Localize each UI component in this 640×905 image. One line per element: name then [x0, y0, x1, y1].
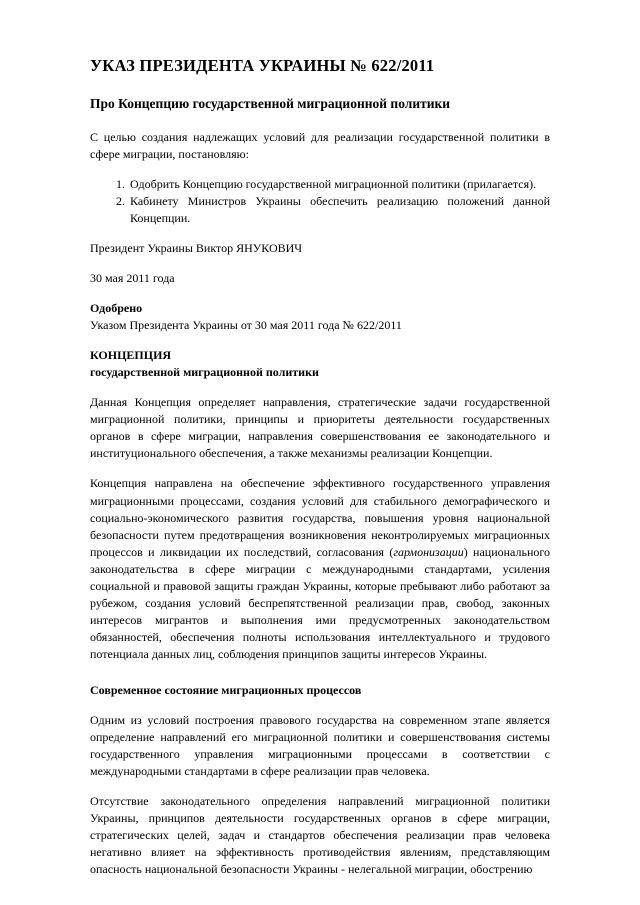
- paragraph-concept-aims: [90, 475, 550, 662]
- approval-block: [90, 300, 550, 334]
- decree-list: [112, 176, 550, 227]
- paragraph-modern-state-1: Одним из условий построения правового государства на современном этапе является определение направлений его миграционной политики и совершенствования системы государственного управления миграционными процессами в соответствии с международными стандартами в сфере реализации прав человека.: [90, 712, 550, 778]
- paragraph-text-before-term: Концепция направлена на обеспечение эффективного государственного управления миграционными процессами, создания условий для стабильного демографического и социально-экономического развития государства, повышения уровня национальной безопасности путем предотвращения возникновения неконтролируемых миграционных процессов и ликвидации их последствий, согласования (: [90, 476, 550, 559]
- paragraph-concept-defines: Данная Концепция определяет направления, стратегические задачи государственной миграционной политики, принципы и приоритеты деятельности государственных органов в сфере миграции, направления совершенствования ее законодательного и институционального обеспечения, а также механизмы реализации Концепции.: [90, 395, 550, 461]
- decree-list-item-2: 2. Кабинету Министров Украины обеспечить реализацию положений данной Концепции.: [128, 193, 550, 227]
- approved-label: Одобрено: [90, 301, 143, 316]
- harmonization-italic-term: гармонизации: [393, 544, 464, 559]
- paragraph-modern-state-2: Отсутствие законодательного определения направлений миграционной политики Украины, принципов деятельности государственных органов в сфере миграции, стратегических целей, задач и стандартов обеспечения реализации прав человека негативно влияет на эффективность противодействия явлениям, представляющим опасность национальной безопасности Украины - нелегальной миграции, обострению: [90, 793, 550, 877]
- decree-title: УКАЗ ПРЕЗИДЕНТА УКРАИНЫ № 622/2011: [90, 56, 435, 75]
- decree-subtitle: Про Концепцию государственной миграционной политики: [90, 96, 451, 111]
- president-signature-line: Президент Украины Виктор ЯНУКОВИЧ: [90, 241, 303, 256]
- concept-title: КОНЦЕПЦИЯ: [90, 348, 172, 363]
- decree-date-line: 30 мая 2011 года: [90, 271, 175, 286]
- approved-reference: Указом Президента Украины от 30 мая 2011 года № 622/2011: [90, 318, 402, 333]
- paragraph-text-after-term: ) национального законодательства в сфере миграции с международными стандартами, усиления социальной и правовой защиты граждан Украины, которые пребывают либо работают за рубежом, создания условий беспрепятственной реализации прав, свобод, законных интересов мигрантов и выполнения ими предусмотренных законодательством обязанностей, обеспечения полноты использования интеллектуального и трудового потенциала данных лиц, соблюдения принципов защиты интересов Украины.: [90, 544, 550, 661]
- section-heading-migration-state: Современное состояние миграционных процессов: [90, 682, 362, 697]
- decree-list-item-1: 1. Одобрить Концепцию государственной миграционной политики (прилагается).: [128, 176, 550, 193]
- intro-paragraph: С целью создания надлежащих условий для реализации государственной политики в сфере миграции, постановляю:: [90, 130, 550, 162]
- concept-subtitle: государственной миграционной политики: [90, 365, 319, 380]
- concept-heading-block: [90, 347, 550, 381]
